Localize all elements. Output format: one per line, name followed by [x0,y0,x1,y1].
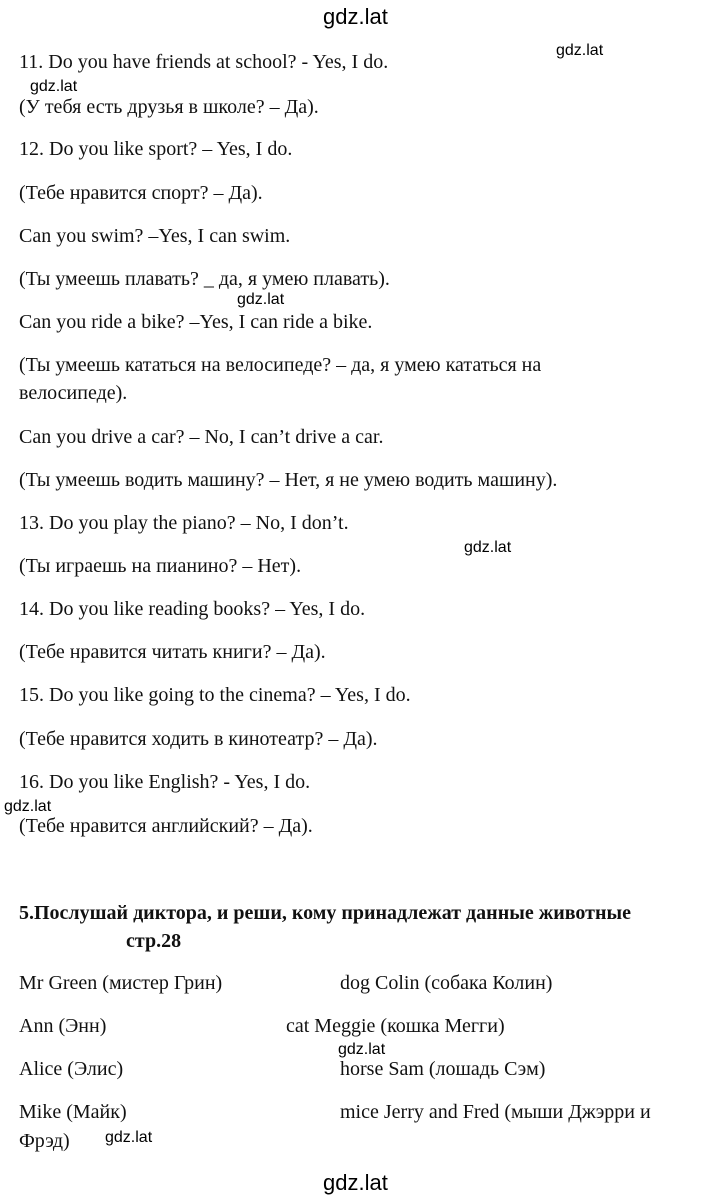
translation-line: (Ты играешь на пианино? – Нет). [19,555,302,577]
answer-line: 16. Do you like English? - Yes, I do. [19,771,311,793]
translation-line: (Ты умеешь плавать? _ да, я умею плавать). [19,268,390,290]
answer-line: Can you swim? –Yes, I can swim. [19,225,291,247]
answer-line: Can you drive a car? – No, I can’t drive a car. [19,426,384,448]
animal-cell: mice Jerry and Fred (мыши Джэрри и [340,1101,651,1123]
answer-line: 13. Do you play the piano? – No, I don’t. [19,512,349,534]
translation-line: (У тебя есть друзья в школе? – Да). [19,96,319,118]
animal-cell: dog Colin (собака Колин) [340,972,553,994]
translation-line: (Ты умеешь кататься на велосипеде? – да, я умею кататься на [19,354,542,376]
watermark-top: gdz.lat [323,4,388,29]
watermark: gdz.lat [556,42,604,59]
watermark: gdz.lat [4,798,52,815]
watermark: gdz.lat [237,291,285,308]
task-page: стр.28 [126,930,182,952]
translation-line: (Тебе нравится английский? – Да). [19,815,313,837]
person-cell: Alice (Элис) [19,1058,124,1080]
translation-line: (Тебе нравится спорт? – Да). [19,182,263,204]
person-cell: Mike (Майк) [19,1101,127,1123]
translation-line: (Ты умеешь водить машину? – Нет, я не умею водить машину). [19,469,558,491]
animal-cell: horse Sam (лошадь Сэм) [340,1058,546,1080]
answer-line: 11. Do you have friends at school? - Yes, I do. [19,51,389,73]
translation-line: велосипеде). [19,382,128,404]
answer-line: 12. Do you like sport? – Yes, I do. [19,138,293,160]
person-cell: Ann (Энн) [19,1015,107,1037]
continuation-line: Фрэд) [19,1130,70,1152]
watermark: gdz.lat [464,539,512,556]
person-cell: Mr Green (мистер Грин) [19,972,223,994]
animal-cell: cat Meggie (кошка Мегги) [286,1015,505,1037]
watermark: gdz.lat [338,1041,386,1058]
translation-line: (Тебе нравится читать книги? – Да). [19,641,326,663]
watermark: gdz.lat [105,1129,153,1146]
answer-line: 15. Do you like going to the cinema? – Yes, I do. [19,684,411,706]
watermark-bottom: gdz.lat [323,1170,388,1195]
translation-line: (Тебе нравится ходить в кинотеатр? – Да). [19,728,378,750]
task-title: 5.Послушай диктора, и реши, кому принадлежат данные животные [19,902,631,924]
answer-line: 14. Do you like reading books? – Yes, I do. [19,598,366,620]
watermark: gdz.lat [30,78,78,95]
answer-line: Can you ride a bike? –Yes, I can ride a bike. [19,311,373,333]
